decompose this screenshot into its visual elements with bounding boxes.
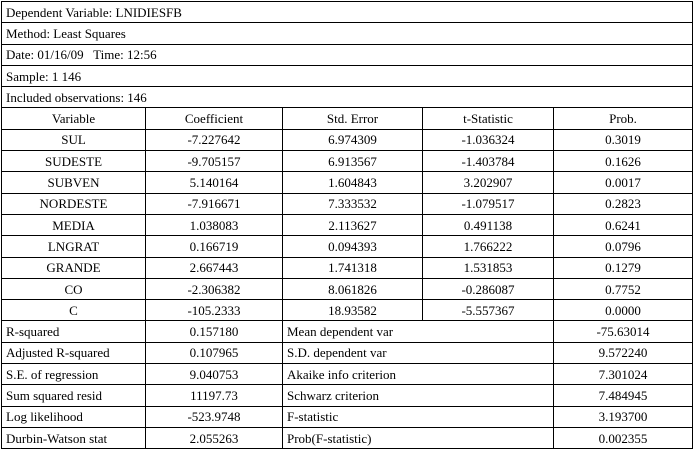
stat-label-right: Schwarz criterion — [283, 385, 554, 406]
coefficient-cell: -2.306382 — [146, 278, 283, 299]
t-statistic-cell: -5.557367 — [423, 300, 554, 321]
std-error-cell: 18.93582 — [283, 300, 423, 321]
stat-value-right: 7.484945 — [554, 385, 693, 406]
stat-label-right: Prob(F-statistic) — [283, 427, 554, 448]
stat-label-left: Log likelihood — [2, 406, 146, 427]
stat-label-right: Mean dependent var — [283, 321, 554, 342]
coefficient-row — [2, 236, 693, 257]
variable-cell: SUDESTE — [2, 151, 146, 172]
summary-stat-row — [2, 406, 693, 427]
t-statistic-cell: 0.491138 — [423, 214, 554, 235]
coefficient-cell: -9.705157 — [146, 151, 283, 172]
coefficient-row — [2, 214, 693, 235]
prob-cell: 0.1626 — [554, 151, 693, 172]
stat-label-left: Adjusted R-squared — [2, 342, 146, 363]
prob-cell: 0.2823 — [554, 193, 693, 214]
header-row-observations — [2, 87, 693, 108]
column-header-coefficient: Coefficient — [146, 108, 283, 129]
coefficient-cell: 1.038083 — [146, 214, 283, 235]
std-error-cell: 6.974309 — [283, 129, 423, 150]
coefficient-row — [2, 151, 693, 172]
stat-label-left: Sum squared resid — [2, 385, 146, 406]
coefficient-cell: -105.2333 — [146, 300, 283, 321]
method-text: Method: Least Squares — [2, 23, 693, 44]
prob-cell: 0.6241 — [554, 214, 693, 235]
variable-cell: CO — [2, 278, 146, 299]
t-statistic-cell: 1.766222 — [423, 236, 554, 257]
stat-value-right: 3.193700 — [554, 406, 693, 427]
summary-stat-row — [2, 427, 693, 448]
coefficient-cell: -7.227642 — [146, 129, 283, 150]
header-row-method — [2, 23, 693, 44]
regression-output-table — [1, 1, 693, 449]
stat-value-left: 0.107965 — [146, 342, 283, 363]
variable-cell: SUBVEN — [2, 172, 146, 193]
std-error-cell: 6.913567 — [283, 151, 423, 172]
header-row-date — [2, 44, 693, 65]
stat-value-right: 7.301024 — [554, 364, 693, 385]
column-header-std-error: Std. Error — [283, 108, 423, 129]
std-error-cell: 8.061826 — [283, 278, 423, 299]
std-error-cell: 0.094393 — [283, 236, 423, 257]
stat-value-right: 9.572240 — [554, 342, 693, 363]
variable-cell: NORDESTE — [2, 193, 146, 214]
t-statistic-cell: -1.079517 — [423, 193, 554, 214]
header-row-sample — [2, 65, 693, 86]
summary-stat-row — [2, 385, 693, 406]
std-error-cell: 1.604843 — [283, 172, 423, 193]
variable-cell: MEDIA — [2, 214, 146, 235]
coefficient-cell: 2.667443 — [146, 257, 283, 278]
regression-table-body — [2, 2, 693, 449]
stat-label-left: S.E. of regression — [2, 364, 146, 385]
coefficient-cell: 0.166719 — [146, 236, 283, 257]
prob-cell: 0.3019 — [554, 129, 693, 150]
coefficient-row — [2, 129, 693, 150]
summary-stat-row — [2, 321, 693, 342]
stat-label-right: S.D. dependent var — [283, 342, 554, 363]
stat-value-left: 2.055263 — [146, 427, 283, 448]
coefficient-cell: 5.140164 — [146, 172, 283, 193]
t-statistic-cell: -1.036324 — [423, 129, 554, 150]
variable-cell: LNGRAT — [2, 236, 146, 257]
column-header-variable: Variable — [2, 108, 146, 129]
coefficient-row — [2, 300, 693, 321]
prob-cell: 0.0000 — [554, 300, 693, 321]
stat-value-left: 0.157180 — [146, 321, 283, 342]
std-error-cell: 7.333532 — [283, 193, 423, 214]
std-error-cell: 2.113627 — [283, 214, 423, 235]
prob-cell: 0.1279 — [554, 257, 693, 278]
stat-label-right: F-statistic — [283, 406, 554, 427]
std-error-cell: 1.741318 — [283, 257, 423, 278]
stat-label-right: Akaike info criterion — [283, 364, 554, 385]
column-header-t-statistic: t-Statistic — [423, 108, 554, 129]
coefficient-row — [2, 257, 693, 278]
coefficient-row — [2, 172, 693, 193]
prob-cell: 0.0017 — [554, 172, 693, 193]
date-time-text: Date: 01/16/09 Time: 12:56 — [2, 44, 693, 65]
stat-value-left: 11197.73 — [146, 385, 283, 406]
stat-value-left: -523.9748 — [146, 406, 283, 427]
stat-value-right: -75.63014 — [554, 321, 693, 342]
t-statistic-cell: 3.202907 — [423, 172, 554, 193]
sample-text: Sample: 1 146 — [2, 65, 693, 86]
stat-value-right: 0.002355 — [554, 427, 693, 448]
stat-label-left: Durbin-Watson stat — [2, 427, 146, 448]
observations-text: Included observations: 146 — [2, 87, 693, 108]
stat-label-left: R-squared — [2, 321, 146, 342]
header-row-dependent-variable — [2, 2, 693, 23]
column-header-row — [2, 108, 693, 129]
variable-cell: C — [2, 300, 146, 321]
stat-value-left: 9.040753 — [146, 364, 283, 385]
summary-stat-row — [2, 342, 693, 363]
variable-cell: SUL — [2, 129, 146, 150]
t-statistic-cell: -1.403784 — [423, 151, 554, 172]
coefficient-cell: -7.916671 — [146, 193, 283, 214]
dependent-variable-text: Dependent Variable: LNIDIESFB — [2, 2, 693, 23]
variable-cell: GRANDE — [2, 257, 146, 278]
t-statistic-cell: -0.286087 — [423, 278, 554, 299]
column-header-prob: Prob. — [554, 108, 693, 129]
coefficient-row — [2, 278, 693, 299]
prob-cell: 0.7752 — [554, 278, 693, 299]
t-statistic-cell: 1.531853 — [423, 257, 554, 278]
coefficient-row — [2, 193, 693, 214]
summary-stat-row — [2, 364, 693, 385]
prob-cell: 0.0796 — [554, 236, 693, 257]
